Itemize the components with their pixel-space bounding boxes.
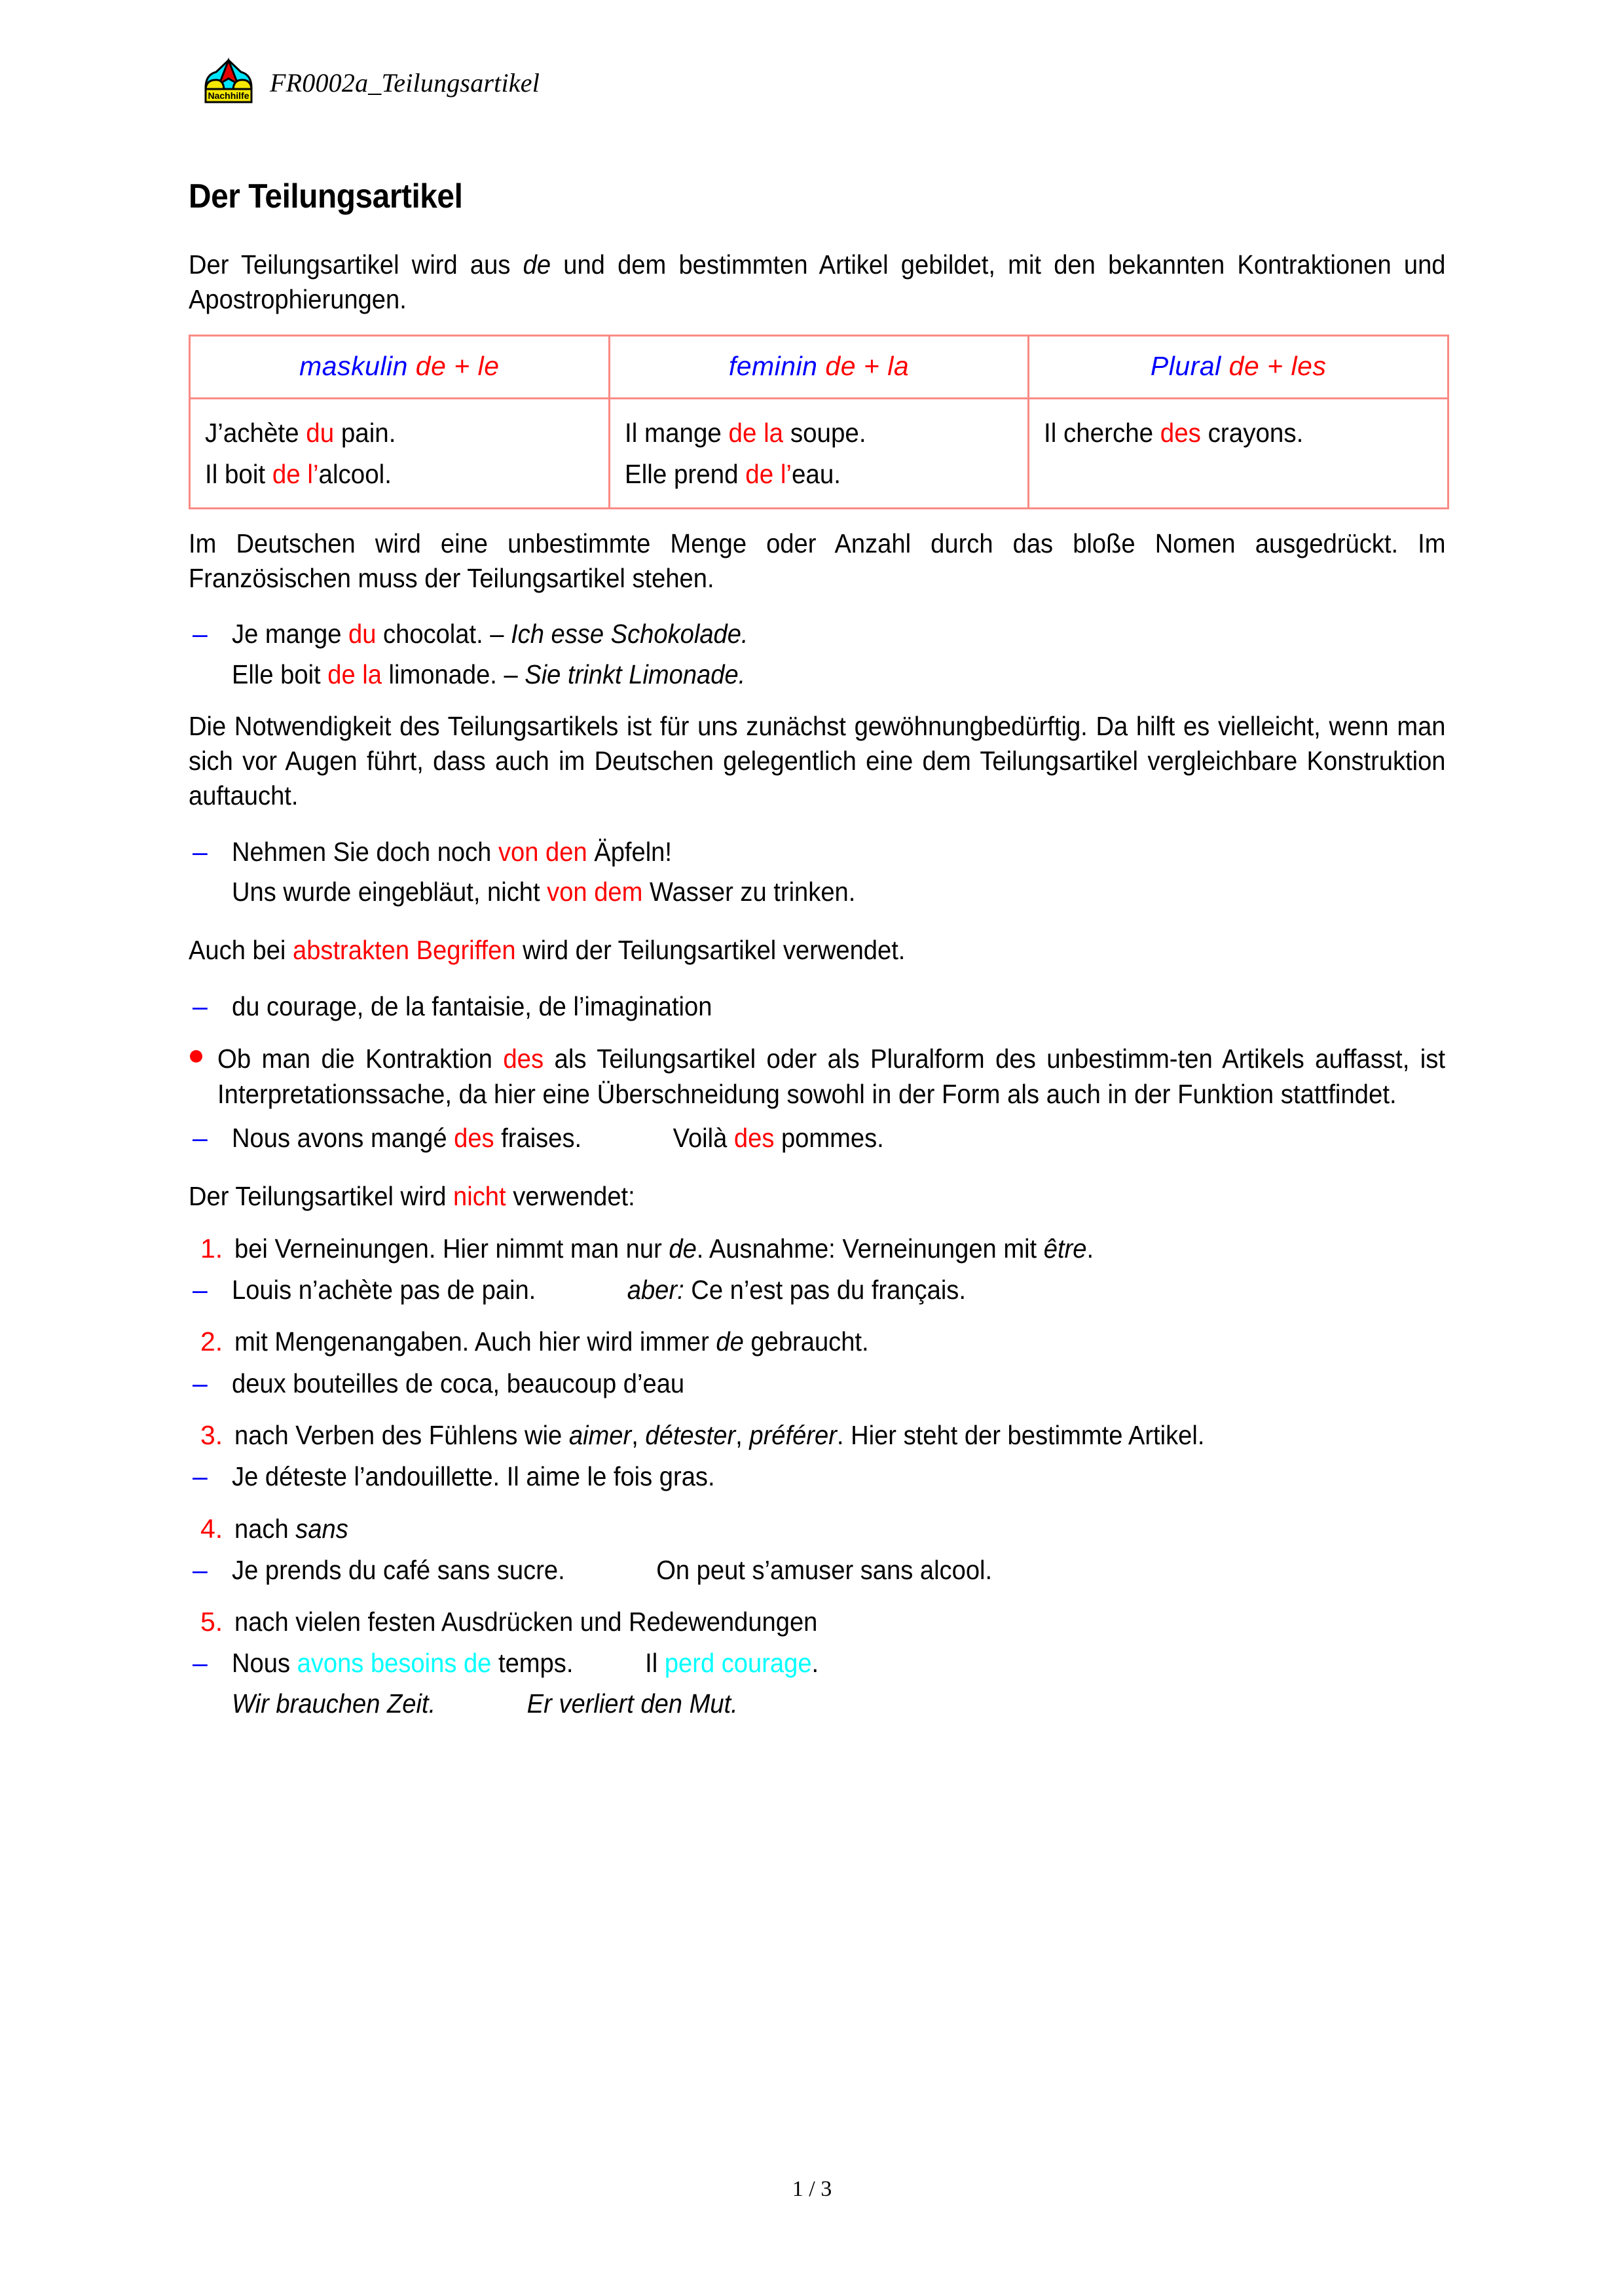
line-highlight: des xyxy=(454,1123,494,1154)
table-header-cell-maskulin xyxy=(190,335,610,398)
line-pre: Elle prend xyxy=(624,459,745,490)
line-highlight: de l’ xyxy=(745,459,792,490)
line-highlight: de la xyxy=(728,417,783,448)
body-italic-2: être xyxy=(1043,1233,1087,1264)
menge-paragraph: Im Deutschen wird eine unbestimmte Menge oder Anzahl durch das bloße Nomen ausgedrückt. Im Französischen muss der Teilungsartikel stehen. xyxy=(189,528,1446,593)
dash-bullet-icon: – xyxy=(193,1461,208,1492)
example-line xyxy=(232,657,1446,692)
body-italic-2: détester xyxy=(645,1419,736,1450)
nicht-lead xyxy=(189,1179,1446,1214)
table-line xyxy=(205,412,584,454)
notwendigkeit-paragraph: Die Notwendigkeit des Teilungsartikels ist für uns zunächst gewöhnungbedürftig. Da hilft es vielleicht, wenn man sich vor Augen führt, dass auch im Deutschen gelegentlich eine dem Teilungsartikel vergleichbare Konstruktion auftaucht. xyxy=(189,710,1446,811)
line-post: alcool. xyxy=(318,459,392,490)
note-pre: Ob man die Kontraktion xyxy=(217,1043,504,1074)
example-line: du courage, de la fantaisie, de l’imagination xyxy=(232,991,712,1021)
example-line xyxy=(232,617,748,651)
translation-b: Er verliert den Mut. xyxy=(526,1688,738,1719)
lead-highlight: nicht xyxy=(453,1181,506,1212)
line-translation: Ich esse Schokolade. xyxy=(511,619,748,649)
item-body xyxy=(234,1512,1446,1546)
list-item xyxy=(189,1366,1446,1401)
item-number: 2. xyxy=(200,1326,223,1357)
body-b: gebraucht. xyxy=(743,1326,869,1357)
header-formula-feminin: de + la xyxy=(825,350,910,381)
page-title: Der Teilungsartikel xyxy=(189,177,463,215)
example-line xyxy=(232,875,1446,909)
line-highlight: du xyxy=(306,417,335,448)
table-body-row xyxy=(190,398,1449,508)
line-pre: Elle boit xyxy=(232,659,328,689)
item-body: nach vielen festen Ausdrücken und Redewendungen xyxy=(234,1607,818,1637)
body-a: bei Verneinungen. Hier nimmt man nur xyxy=(234,1233,669,1264)
line2-post: pommes. xyxy=(774,1123,884,1154)
intro-de-italic: de xyxy=(523,249,551,280)
line-post: soupe. xyxy=(783,417,866,448)
dash-bullet-icon: – xyxy=(193,991,208,1021)
line-pre: Nous avons mangé xyxy=(232,1123,454,1154)
note-highlight: des xyxy=(503,1043,544,1074)
numbered-item-4 xyxy=(189,1512,1446,1546)
lead-highlight: abstrakten Begriffen xyxy=(292,935,516,966)
table-line xyxy=(1044,412,1423,454)
example-line: Je déteste l’andouillette. Il aime le fois gras. xyxy=(232,1461,715,1492)
body-italic-1: de xyxy=(716,1326,744,1357)
example-line xyxy=(232,835,672,869)
dash-bullet-icon: – xyxy=(193,1275,208,1305)
list-item xyxy=(189,1273,1446,1307)
line-pre: Nous xyxy=(232,1648,297,1679)
intro-text-b: und dem bestimmten Artikel gebildet, mit den bekannten Kontraktionen und Apostrophierungen. xyxy=(189,249,1446,315)
example-a: Louis n’achète pas de pain. xyxy=(232,1275,536,1305)
dash-bullet-icon: – xyxy=(193,836,208,867)
body-sep-1: , xyxy=(631,1419,646,1450)
svg-text:Nachhilfe: Nachhilfe xyxy=(208,90,249,101)
translation-line xyxy=(232,1686,1446,1721)
example-b: On peut s’amuser sans alcool. xyxy=(656,1554,993,1585)
line-highlight: de la xyxy=(327,659,382,689)
line-pre: Il mange xyxy=(624,417,729,448)
dash-bullet-icon: – xyxy=(193,619,208,649)
example-a: Je prends du café sans sucre. xyxy=(232,1554,565,1585)
intro-text-a: Der Teilungsartikel wird aus xyxy=(189,249,523,280)
line-pre: Nehmen Sie doch noch xyxy=(232,836,498,867)
line-highlight: von dem xyxy=(547,877,643,907)
list-item xyxy=(189,989,1446,1024)
example-aber-label: aber: xyxy=(627,1275,684,1305)
table-header-cell-plural xyxy=(1029,335,1449,398)
line-highlight-cyan: avons besoins de xyxy=(297,1648,492,1679)
mountain-logo-icon xyxy=(202,58,255,107)
line-post: Äpfeln! xyxy=(587,836,672,867)
body-a: mit Mengenangaben. Auch hier wird immer xyxy=(234,1326,716,1357)
item-body xyxy=(234,1231,1446,1266)
abstrakt-lead xyxy=(189,933,1446,968)
line-pre: Il cherche xyxy=(1044,417,1161,448)
body-italic-1: aimer xyxy=(568,1419,632,1450)
numbered-item-1 xyxy=(189,1231,1446,1266)
line-highlight: de l’ xyxy=(272,459,319,490)
example-line xyxy=(232,1121,884,1156)
line-pre: J’achète xyxy=(205,417,306,448)
list-item xyxy=(189,1459,1446,1494)
line-post: crayons. xyxy=(1201,417,1304,448)
dash-bullet-icon: – xyxy=(193,1123,208,1154)
numbered-item-5 xyxy=(189,1605,1446,1639)
header-formula-maskulin: de + le xyxy=(415,350,500,381)
example-line xyxy=(232,1646,819,1681)
note-post: als Teilungsartikel oder als Pluralform des unbestimm-ten Artikels auffasst, ist Interpretationssache, da hier eine Überschneidung sowohl in der Form als auch in der Funktion stattfindet. xyxy=(217,1043,1446,1110)
table-header-row xyxy=(190,335,1449,398)
line-post: temps. xyxy=(491,1648,574,1679)
dash-bullet-icon: – xyxy=(193,1368,208,1398)
line-post: eau. xyxy=(791,459,841,490)
dash-bullet-icon: – xyxy=(193,1554,208,1585)
lead-pre: Auch bei xyxy=(189,935,293,966)
table-line xyxy=(205,454,584,496)
page-footer xyxy=(0,2177,1624,2202)
item-body xyxy=(234,1324,1446,1359)
line-highlight: des xyxy=(1160,417,1202,448)
table-line xyxy=(625,412,1004,454)
header-gender-plural: Plural xyxy=(1150,350,1221,381)
example-line: deux bouteilles de coca, beaucoup d’eau xyxy=(232,1368,685,1398)
example-line xyxy=(232,1553,992,1588)
body-b: . Hier steht der bestimmte Artikel. xyxy=(836,1419,1205,1450)
body-b: . Ausnahme: Verneinungen mit xyxy=(696,1233,1044,1264)
list-item xyxy=(189,835,1446,910)
header-formula-plural: de + les xyxy=(1228,350,1327,381)
header-gender-maskulin: maskulin xyxy=(299,350,408,381)
line-highlight: von den xyxy=(498,836,587,867)
numbered-item-3 xyxy=(189,1418,1446,1453)
table-cell-maskulin xyxy=(190,398,610,508)
line-post: Wasser zu trinken. xyxy=(642,877,856,907)
table-line xyxy=(625,454,1004,496)
line-post: pain. xyxy=(334,417,396,448)
list-item xyxy=(189,1553,1446,1588)
header-title: FR0002a_Teilungsartikel xyxy=(270,67,540,98)
line2-highlight: des xyxy=(733,1123,775,1154)
list-item xyxy=(189,617,1446,692)
document-header xyxy=(202,58,540,107)
line2-pre: Il xyxy=(645,1648,665,1679)
teilungsartikel-table xyxy=(189,335,1449,509)
lead-pre: Der Teilungsartikel wird xyxy=(189,1181,454,1212)
body-a: nach Verben des Fühlens wie xyxy=(234,1419,569,1450)
body-a: nach xyxy=(234,1513,296,1544)
note-body xyxy=(217,1041,1445,1112)
table-header-cell-feminin xyxy=(609,335,1029,398)
list-item xyxy=(189,1121,1446,1156)
body-c: . xyxy=(1086,1233,1094,1264)
translation-a: Wir brauchen Zeit. xyxy=(232,1688,436,1719)
item-number: 1. xyxy=(200,1233,223,1264)
line-pre: Uns wurde eingebläut, nicht xyxy=(232,877,547,907)
line-pre: Il boit xyxy=(205,459,272,490)
line-post: limonade. – xyxy=(381,659,525,689)
item-number: 3. xyxy=(200,1419,223,1450)
body-italic-3: préférer xyxy=(749,1419,837,1450)
body-sep-2: , xyxy=(735,1419,750,1450)
header-gender-feminin: feminin xyxy=(728,350,818,381)
example-b: Ce n’est pas du français. xyxy=(691,1275,966,1305)
line2-highlight-cyan: perd courage xyxy=(664,1648,812,1679)
body-italic-1: de xyxy=(669,1233,697,1264)
line-post: fraises. xyxy=(494,1123,582,1154)
line-highlight: du xyxy=(348,619,377,649)
red-dot-bullet-icon xyxy=(190,1050,202,1063)
line-translation: Sie trinkt Limonade. xyxy=(525,659,746,689)
body-italic-1: sans xyxy=(295,1513,348,1544)
list-item xyxy=(189,1646,1446,1721)
page-number: 1 / 3 xyxy=(792,2177,832,2201)
item-body xyxy=(234,1418,1446,1453)
line-pre: Je mange xyxy=(232,619,349,649)
dash-bullet-icon: – xyxy=(193,1648,208,1679)
table-cell-plural xyxy=(1029,398,1449,508)
lead-post: wird der Teilungsartikel verwendet. xyxy=(515,935,906,966)
line2-pre: Voilà xyxy=(673,1123,734,1154)
numbered-item-2 xyxy=(189,1324,1446,1359)
line2-post: . xyxy=(811,1648,819,1679)
item-number: 5. xyxy=(200,1607,223,1637)
item-number: 4. xyxy=(200,1513,223,1544)
example-line xyxy=(232,1273,966,1307)
note-item xyxy=(189,1041,1446,1112)
intro-paragraph xyxy=(189,247,1446,318)
table-cell-feminin xyxy=(609,398,1029,508)
line-post: chocolat. – xyxy=(376,619,511,649)
lead-post: verwendet: xyxy=(506,1181,635,1212)
document-body xyxy=(189,177,1446,1728)
